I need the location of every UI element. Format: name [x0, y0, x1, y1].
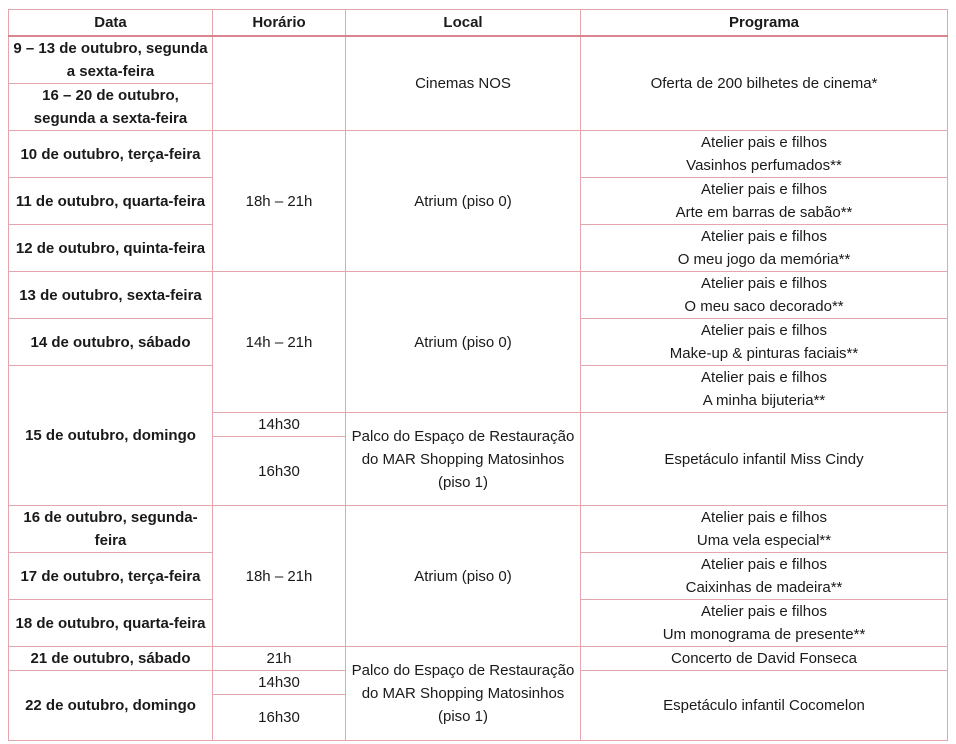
- date-cell: 11 de outubro, quarta-feira: [9, 178, 213, 225]
- program-cell: [581, 319, 948, 366]
- table-row: [9, 36, 948, 84]
- atelier-name: O meu jogo da memória**: [677, 251, 851, 268]
- date-cell: 21 de outubro, sábado: [9, 647, 213, 671]
- place-cell: Cinemas NOS: [346, 36, 581, 131]
- table-row: [9, 506, 948, 553]
- time-cell: 18h – 21h: [213, 131, 346, 272]
- atelier-title: Atelier pais e filhos: [701, 369, 827, 386]
- time-cell: 16h30: [213, 695, 346, 741]
- program-cell: [581, 131, 948, 178]
- date-cell: 18 de outubro, quarta-feira: [9, 600, 213, 647]
- atelier-name: Vasinhos perfumados**: [686, 157, 842, 174]
- program-cell: [581, 553, 948, 600]
- header-program: Programa: [581, 10, 948, 37]
- time-cell: 18h – 21h: [213, 506, 346, 647]
- date-cell: 17 de outubro, terça-feira: [9, 553, 213, 600]
- place-cell: Palco do Espaço de Restauração do MAR Shopping Matosinhos (piso 1): [346, 647, 581, 741]
- date-cell: 22 de outubro, domingo: [9, 671, 213, 741]
- atelier-name: Make-up & pinturas faciais**: [669, 345, 859, 362]
- program-cell: Espetáculo infantil Miss Cindy: [581, 413, 948, 506]
- date-cell: 15 de outubro, domingo: [9, 366, 213, 506]
- date-cell: 14 de outubro, sábado: [9, 319, 213, 366]
- place-cell: Palco do Espaço de Restauração do MAR Shopping Matosinhos (piso 1): [346, 413, 581, 506]
- program-cell: [581, 600, 948, 647]
- atelier-title: Atelier pais e filhos: [701, 275, 827, 292]
- atelier-name: O meu saco decorado**: [684, 298, 844, 315]
- place-cell: Atrium (piso 0): [346, 272, 581, 413]
- atelier-title: Atelier pais e filhos: [701, 134, 827, 151]
- atelier-title: Atelier pais e filhos: [701, 181, 827, 198]
- table-row: [9, 647, 948, 671]
- program-cell: [581, 225, 948, 272]
- time-cell: 14h30: [213, 413, 346, 437]
- date-cell: 16 de outubro, segunda-feira: [9, 506, 213, 553]
- atelier-name: A minha bijuteria**: [702, 392, 826, 409]
- table-row: [9, 272, 948, 319]
- schedule-table: [8, 9, 948, 741]
- program-cell: [581, 506, 948, 553]
- date-cell: 9 – 13 de outubro, segunda a sexta-feira: [9, 36, 213, 84]
- time-cell: 14h30: [213, 671, 346, 695]
- program-cell: Espetáculo infantil Cocomelon: [581, 671, 948, 741]
- program-cell: [581, 366, 948, 413]
- time-cell: 16h30: [213, 437, 346, 506]
- place-cell: Atrium (piso 0): [346, 131, 581, 272]
- date-cell: 13 de outubro, sexta-feira: [9, 272, 213, 319]
- program-cell: [581, 178, 948, 225]
- place-cell: Atrium (piso 0): [346, 506, 581, 647]
- time-cell: 21h: [213, 647, 346, 671]
- atelier-title: Atelier pais e filhos: [701, 556, 827, 573]
- atelier-title: Atelier pais e filhos: [701, 228, 827, 245]
- header-date: Data: [9, 10, 213, 37]
- atelier-name: Caixinhas de madeira**: [685, 579, 843, 596]
- program-cell: Oferta de 200 bilhetes de cinema*: [581, 36, 948, 131]
- atelier-name: Uma vela especial**: [696, 532, 832, 549]
- date-cell: 12 de outubro, quinta-feira: [9, 225, 213, 272]
- atelier-title: Atelier pais e filhos: [701, 603, 827, 620]
- program-cell: [581, 272, 948, 319]
- table-row: [9, 131, 948, 178]
- atelier-title: Atelier pais e filhos: [701, 509, 827, 526]
- header-place: Local: [346, 10, 581, 37]
- atelier-title: Atelier pais e filhos: [701, 322, 827, 339]
- header-row: [9, 10, 948, 37]
- atelier-name: Arte em barras de sabão**: [675, 204, 853, 221]
- time-cell: [213, 36, 346, 131]
- date-cell: 10 de outubro, terça-feira: [9, 131, 213, 178]
- date-cell: 16 – 20 de outubro, segunda a sexta-feira: [9, 84, 213, 131]
- time-cell: 14h – 21h: [213, 272, 346, 413]
- program-cell: Concerto de David Fonseca: [581, 647, 948, 671]
- atelier-name: Um monograma de presente**: [662, 626, 866, 643]
- header-time: Horário: [213, 10, 346, 37]
